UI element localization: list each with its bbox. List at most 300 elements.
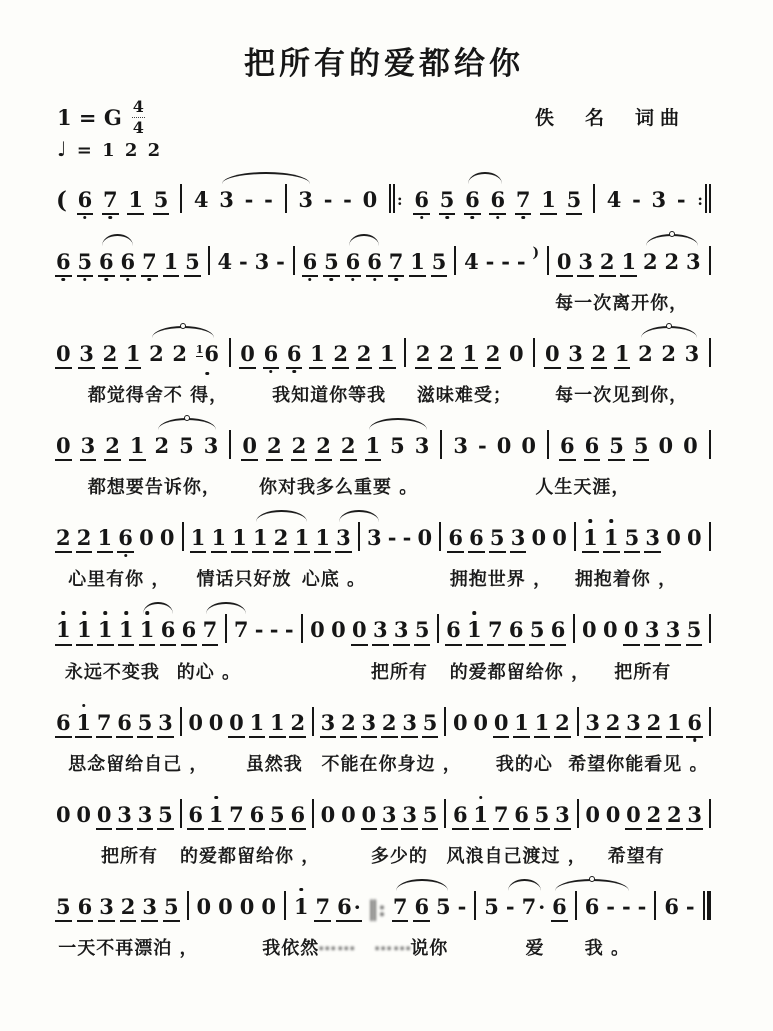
note: 5 bbox=[422, 803, 439, 830]
barline-stroke bbox=[703, 891, 705, 920]
barline-stroke bbox=[180, 707, 182, 736]
note: 1 bbox=[125, 342, 142, 369]
note: 7 bbox=[487, 618, 504, 645]
tempo-marking bbox=[57, 137, 162, 161]
slur-arc bbox=[222, 172, 310, 184]
note: 2 bbox=[646, 803, 663, 830]
note: 0 bbox=[331, 617, 346, 643]
lyric-segment: 每一次见到你， bbox=[555, 385, 689, 407]
note: 6 bbox=[55, 250, 72, 277]
lyric-segment: 我知道你等我 bbox=[272, 385, 387, 407]
barline-stroke bbox=[312, 799, 314, 828]
note: 2 bbox=[485, 342, 502, 369]
barline bbox=[575, 799, 581, 830]
note: - bbox=[254, 617, 264, 643]
notes-row bbox=[55, 415, 713, 470]
note: 6 bbox=[551, 895, 568, 922]
lyrics-row bbox=[55, 289, 713, 316]
lyrics-row bbox=[55, 565, 713, 592]
high-octave-dot bbox=[62, 611, 66, 615]
note: 0 bbox=[218, 893, 233, 919]
lyric-segment: 心里有你 ， bbox=[68, 569, 171, 591]
barline bbox=[531, 338, 537, 369]
barline-stroke bbox=[284, 891, 286, 920]
note: 0 bbox=[666, 525, 681, 551]
augmentation-dot: · bbox=[353, 894, 361, 919]
barline bbox=[180, 522, 186, 553]
note: 4 bbox=[193, 187, 209, 212]
note: - bbox=[478, 433, 487, 459]
note: - bbox=[457, 893, 467, 919]
note: 0 bbox=[139, 525, 154, 551]
repeat-start-sign bbox=[387, 184, 405, 215]
barline-stroke bbox=[444, 707, 446, 736]
note: 3 bbox=[584, 711, 601, 738]
barline-stroke bbox=[709, 184, 711, 213]
note: 1 bbox=[118, 618, 135, 645]
time-signature-denominator: 4 bbox=[132, 118, 144, 137]
note: 0 bbox=[496, 433, 512, 459]
note: - bbox=[676, 187, 686, 212]
lyric-segment: 虽然我 bbox=[245, 753, 303, 775]
barline bbox=[545, 430, 551, 461]
note: 6 bbox=[263, 342, 280, 369]
note: 0 bbox=[55, 434, 72, 461]
notes-row bbox=[55, 169, 713, 224]
barline-stroke bbox=[593, 184, 595, 213]
barline bbox=[206, 246, 212, 277]
note: 6 bbox=[77, 895, 94, 922]
note: 7 bbox=[515, 188, 532, 215]
low-octave-dot bbox=[126, 278, 130, 282]
music-line bbox=[55, 784, 713, 869]
high-octave-dot bbox=[82, 704, 86, 708]
lyric-segment: 的爱都留给你 ， bbox=[180, 845, 321, 867]
note: 7 bbox=[141, 250, 158, 277]
note: 1 bbox=[409, 250, 426, 277]
note: 2 bbox=[340, 434, 357, 461]
note: 1 bbox=[293, 895, 310, 922]
lyric-segment: 的心 。 bbox=[176, 661, 241, 683]
barline bbox=[707, 614, 713, 645]
barline-stroke bbox=[404, 338, 406, 367]
barline bbox=[707, 522, 713, 553]
low-octave-dot bbox=[373, 278, 377, 282]
note: 5 bbox=[686, 618, 703, 645]
note: 1 bbox=[97, 526, 114, 553]
low-octave-dot bbox=[521, 216, 525, 220]
barline bbox=[573, 891, 579, 922]
lyric-segment: 风浪自己渡过 ， bbox=[446, 845, 587, 867]
lyric-segment: …… bbox=[318, 933, 357, 955]
barline bbox=[282, 891, 288, 922]
note: 5 bbox=[390, 433, 405, 459]
note: 0 bbox=[76, 801, 92, 827]
note: 3 bbox=[219, 187, 234, 212]
note: 0 bbox=[320, 801, 336, 827]
note: 3 bbox=[372, 618, 389, 645]
note: 2 bbox=[646, 711, 663, 738]
note: 6 bbox=[289, 803, 306, 830]
smudge-glyph: ‖: bbox=[367, 895, 386, 921]
low-octave-dot bbox=[496, 216, 500, 220]
slur-arc bbox=[206, 602, 246, 614]
note: 6 bbox=[187, 803, 204, 830]
music-line bbox=[55, 599, 713, 684]
note: 3 bbox=[78, 342, 95, 369]
note: 3 bbox=[453, 433, 468, 459]
lyric-segment: 爱 bbox=[525, 937, 545, 959]
barline-stroke bbox=[474, 891, 476, 920]
note: 3 bbox=[625, 711, 642, 738]
key-and-time bbox=[57, 99, 145, 136]
low-octave-dot bbox=[471, 216, 475, 220]
note: 3 bbox=[393, 618, 410, 645]
high-octave-dot bbox=[124, 611, 128, 615]
note: 0 bbox=[55, 342, 72, 369]
note: 6 · bbox=[336, 895, 362, 922]
lyric-segment: 我依然 bbox=[262, 937, 320, 959]
barline bbox=[438, 430, 444, 461]
barline bbox=[178, 799, 184, 830]
note: 3 bbox=[644, 618, 661, 645]
low-octave-dot bbox=[109, 216, 113, 220]
slur-arc bbox=[468, 172, 502, 184]
note: 7 bbox=[392, 895, 409, 922]
lyric-segment: 永远不变我 bbox=[64, 661, 160, 683]
barline bbox=[437, 522, 443, 553]
note: 5 bbox=[436, 893, 451, 919]
note: 1 bbox=[231, 526, 248, 553]
note: 1 bbox=[513, 711, 530, 738]
note: 5 bbox=[184, 250, 201, 277]
note: 0 bbox=[452, 709, 468, 735]
barline-stroke bbox=[312, 707, 314, 736]
lyric-segment: 思念留给自己 ， bbox=[68, 753, 209, 775]
note: 2 bbox=[415, 342, 432, 369]
note: 5 bbox=[439, 188, 456, 215]
lyric-segment: 说你 bbox=[410, 937, 449, 959]
note: 5 bbox=[414, 618, 431, 645]
note: 0 bbox=[625, 803, 642, 830]
note: 2 bbox=[149, 341, 164, 367]
repeat-dots: : bbox=[697, 191, 703, 209]
note: 7 bbox=[102, 188, 119, 215]
note: 1 bbox=[365, 434, 382, 461]
barline bbox=[227, 338, 233, 369]
note: 0 bbox=[509, 341, 524, 367]
note: 2 bbox=[642, 249, 658, 275]
barline-stroke bbox=[533, 338, 535, 367]
slur-arc bbox=[143, 602, 173, 614]
note: 1 bbox=[129, 434, 146, 461]
note: 0 bbox=[683, 433, 698, 459]
final-barline bbox=[701, 891, 713, 922]
note: 5 bbox=[77, 250, 94, 277]
note: 3 bbox=[116, 803, 133, 830]
note: 0 bbox=[341, 801, 356, 827]
note: 1 bbox=[603, 526, 620, 553]
high-octave-dot bbox=[479, 796, 483, 800]
note: 2 bbox=[266, 434, 283, 461]
lyrics-row bbox=[55, 750, 713, 777]
low-octave-dot bbox=[351, 278, 355, 282]
note: 1 bbox=[472, 803, 489, 830]
music-line bbox=[55, 876, 713, 961]
low-octave-dot bbox=[308, 278, 312, 282]
breath-mark bbox=[531, 246, 540, 277]
note: 0 bbox=[96, 803, 113, 830]
note: 0 bbox=[585, 801, 600, 827]
slur-arc bbox=[152, 326, 214, 338]
header-meta bbox=[55, 97, 713, 161]
note: 0 bbox=[239, 893, 255, 919]
note: 0 bbox=[531, 525, 547, 551]
low-octave-dot bbox=[420, 216, 424, 220]
note: 0 bbox=[556, 250, 573, 277]
note: 7 bbox=[96, 711, 113, 738]
note: 6 bbox=[366, 250, 383, 277]
note: - bbox=[485, 249, 495, 275]
note: 0 bbox=[602, 617, 618, 643]
note: 3 bbox=[401, 803, 418, 830]
note: 3 bbox=[381, 803, 398, 830]
lyrics-row bbox=[55, 381, 713, 408]
note: 4 bbox=[606, 187, 622, 212]
note: 6 bbox=[98, 250, 115, 277]
barline bbox=[185, 891, 191, 922]
lyric-segment: 人生天涯， bbox=[535, 477, 631, 499]
note: 7 bbox=[314, 895, 331, 922]
note: 3 bbox=[684, 341, 700, 367]
note: 0 bbox=[351, 618, 368, 645]
notes-row bbox=[55, 231, 713, 286]
notes-row bbox=[55, 507, 713, 562]
note: 6 bbox=[452, 803, 469, 830]
note: 4 bbox=[217, 249, 233, 275]
low-octave-dot bbox=[269, 370, 273, 374]
note: 1 bbox=[97, 618, 114, 645]
note: 7 bbox=[228, 803, 245, 830]
barline-stroke bbox=[577, 707, 579, 736]
slur-arc bbox=[646, 234, 698, 246]
note: 1 bbox=[76, 618, 93, 645]
lyric-segment: 一天不再漂泊 ， bbox=[58, 937, 199, 959]
barline-stroke bbox=[709, 707, 711, 736]
note: 6 bbox=[489, 188, 506, 215]
lyric-segment: 我的心 bbox=[495, 753, 553, 775]
barline-stroke bbox=[358, 522, 360, 551]
note: 1 bbox=[582, 526, 599, 553]
note: 5 bbox=[323, 250, 340, 277]
barline bbox=[472, 891, 478, 922]
note: 6 bbox=[445, 618, 462, 645]
high-octave-dot bbox=[299, 888, 303, 892]
lyric-segment: 不能在你身边 ， bbox=[321, 753, 462, 775]
note: 2 bbox=[605, 711, 622, 738]
barline-stroke bbox=[709, 338, 711, 367]
lyric-segment: 每一次离开你， bbox=[555, 293, 689, 315]
barline bbox=[572, 522, 578, 553]
low-octave-dot bbox=[148, 278, 152, 282]
note: - bbox=[685, 893, 695, 919]
note: 6 bbox=[117, 526, 134, 553]
barline-stroke bbox=[440, 430, 442, 459]
note: 6 bbox=[584, 434, 601, 461]
note: 1 bbox=[208, 803, 225, 830]
note: 3 bbox=[254, 249, 270, 275]
note: 5 bbox=[163, 895, 180, 922]
note: 1 bbox=[55, 618, 72, 645]
note: 2 bbox=[554, 711, 571, 738]
note: 0 bbox=[361, 803, 378, 830]
note: 0 bbox=[196, 893, 212, 919]
barline-stroke bbox=[709, 430, 711, 459]
lyric-segment: 滋味难受； bbox=[416, 385, 512, 407]
note: 0 bbox=[241, 434, 258, 461]
music-line bbox=[55, 692, 713, 777]
slur-arc bbox=[396, 879, 448, 891]
note: 0 bbox=[188, 709, 203, 735]
lyric-segment: 心底 。 bbox=[301, 569, 367, 591]
low-octave-dot bbox=[292, 370, 296, 374]
note: 7 bbox=[388, 250, 405, 277]
note: 5 bbox=[55, 895, 72, 922]
barline bbox=[707, 707, 713, 738]
high-octave-dot bbox=[83, 611, 87, 615]
note: 0 bbox=[417, 525, 433, 551]
repeat-dots: : bbox=[397, 191, 403, 209]
note: 3 bbox=[367, 525, 382, 551]
note: 6 bbox=[77, 188, 94, 215]
barline-stroke bbox=[575, 891, 577, 920]
low-octave-dot bbox=[105, 278, 109, 282]
note: 5 bbox=[157, 803, 174, 830]
note: 1 bbox=[461, 342, 478, 369]
slur-arc bbox=[339, 510, 379, 522]
note: 2 bbox=[291, 434, 308, 461]
lyric-segment: 情话只好放 bbox=[196, 569, 292, 591]
note: 2 bbox=[666, 803, 683, 830]
lyric-segment: 希望你能看见 。 bbox=[568, 753, 709, 775]
barline bbox=[291, 246, 297, 277]
note: 0 bbox=[605, 801, 621, 827]
barline bbox=[707, 246, 713, 277]
note: 0 bbox=[544, 342, 561, 369]
note: 3 bbox=[298, 187, 313, 212]
augmentation-dot: · bbox=[538, 894, 546, 919]
key-signature: 1 = G bbox=[57, 105, 122, 130]
note: 7 · bbox=[521, 893, 546, 919]
note: 6 bbox=[413, 895, 430, 922]
note: 0 bbox=[582, 617, 597, 643]
note: 2 bbox=[340, 711, 357, 738]
note: 3 bbox=[651, 187, 667, 212]
barline bbox=[299, 614, 305, 645]
quarter-note-icon: ♩ bbox=[57, 137, 69, 161]
note: 3 bbox=[141, 895, 158, 922]
note: 6 bbox=[413, 188, 430, 215]
slur-arc bbox=[369, 418, 427, 430]
note: 2 bbox=[381, 711, 398, 738]
note: 1 bbox=[466, 618, 483, 645]
music-line bbox=[55, 415, 713, 500]
note: 6 bbox=[508, 618, 525, 645]
note: 3 bbox=[577, 250, 594, 277]
note: 6 bbox=[664, 893, 679, 919]
lyric-segment: 你对我多么重要 。 bbox=[258, 477, 419, 499]
barline-stroke bbox=[389, 184, 391, 213]
note: 5 bbox=[269, 803, 286, 830]
low-octave-dot bbox=[394, 278, 398, 282]
barline-stroke bbox=[187, 891, 189, 920]
barline-stroke bbox=[444, 799, 446, 828]
music-line bbox=[55, 231, 713, 316]
note: 5 bbox=[179, 433, 194, 459]
low-octave-dot bbox=[693, 738, 697, 742]
barline-stroke bbox=[229, 338, 231, 367]
barline bbox=[545, 246, 551, 277]
lyric-segment: 拥抱着你 ， bbox=[574, 569, 678, 591]
note: 1 bbox=[190, 526, 207, 553]
barline-stroke bbox=[180, 799, 182, 828]
note: - bbox=[323, 187, 333, 212]
note: 0 bbox=[239, 342, 256, 369]
lyric-segment: 我 。 bbox=[584, 937, 630, 959]
barline-stroke bbox=[547, 430, 549, 459]
note: 0 bbox=[362, 187, 378, 212]
barline-stroke bbox=[654, 891, 656, 920]
note: 6 bbox=[181, 618, 198, 645]
note: 1 bbox=[75, 711, 92, 738]
credits: 佚 名 词曲 bbox=[534, 107, 685, 129]
tempo-value: = 1 2 2 bbox=[76, 140, 163, 161]
note: 0 bbox=[686, 525, 702, 551]
note: - bbox=[244, 187, 254, 212]
note: 6 bbox=[345, 250, 362, 277]
score bbox=[55, 169, 713, 961]
barline bbox=[575, 707, 581, 738]
notes-row bbox=[55, 599, 713, 654]
barline bbox=[571, 614, 577, 645]
note: 3 bbox=[361, 711, 378, 738]
note: 3 bbox=[567, 342, 584, 369]
slur-arc bbox=[349, 234, 379, 246]
note: - bbox=[501, 249, 510, 275]
barline bbox=[283, 184, 289, 215]
note: 2 bbox=[289, 711, 306, 738]
note: - bbox=[284, 617, 294, 643]
lyric-segment: 都想要告诉你， bbox=[87, 477, 221, 499]
note: 1 bbox=[666, 711, 683, 738]
note: - bbox=[621, 893, 631, 919]
slur-apex-circle bbox=[666, 323, 672, 329]
note: 5 bbox=[422, 711, 439, 738]
barline-stroke bbox=[229, 430, 231, 459]
note: 1 bbox=[249, 711, 266, 738]
note: 2 bbox=[76, 526, 93, 553]
barline bbox=[442, 707, 448, 738]
note: 6 bbox=[686, 711, 703, 738]
note: 2 bbox=[102, 342, 119, 369]
high-octave-dot bbox=[103, 611, 107, 615]
lyric-segment: 的爱都留给你 ， bbox=[449, 661, 591, 683]
note: 6 bbox=[302, 250, 319, 277]
notes-row bbox=[55, 323, 713, 378]
barline bbox=[707, 799, 713, 830]
note: - bbox=[276, 249, 285, 275]
lyric-segment: 拥抱世界 ， bbox=[449, 569, 553, 591]
